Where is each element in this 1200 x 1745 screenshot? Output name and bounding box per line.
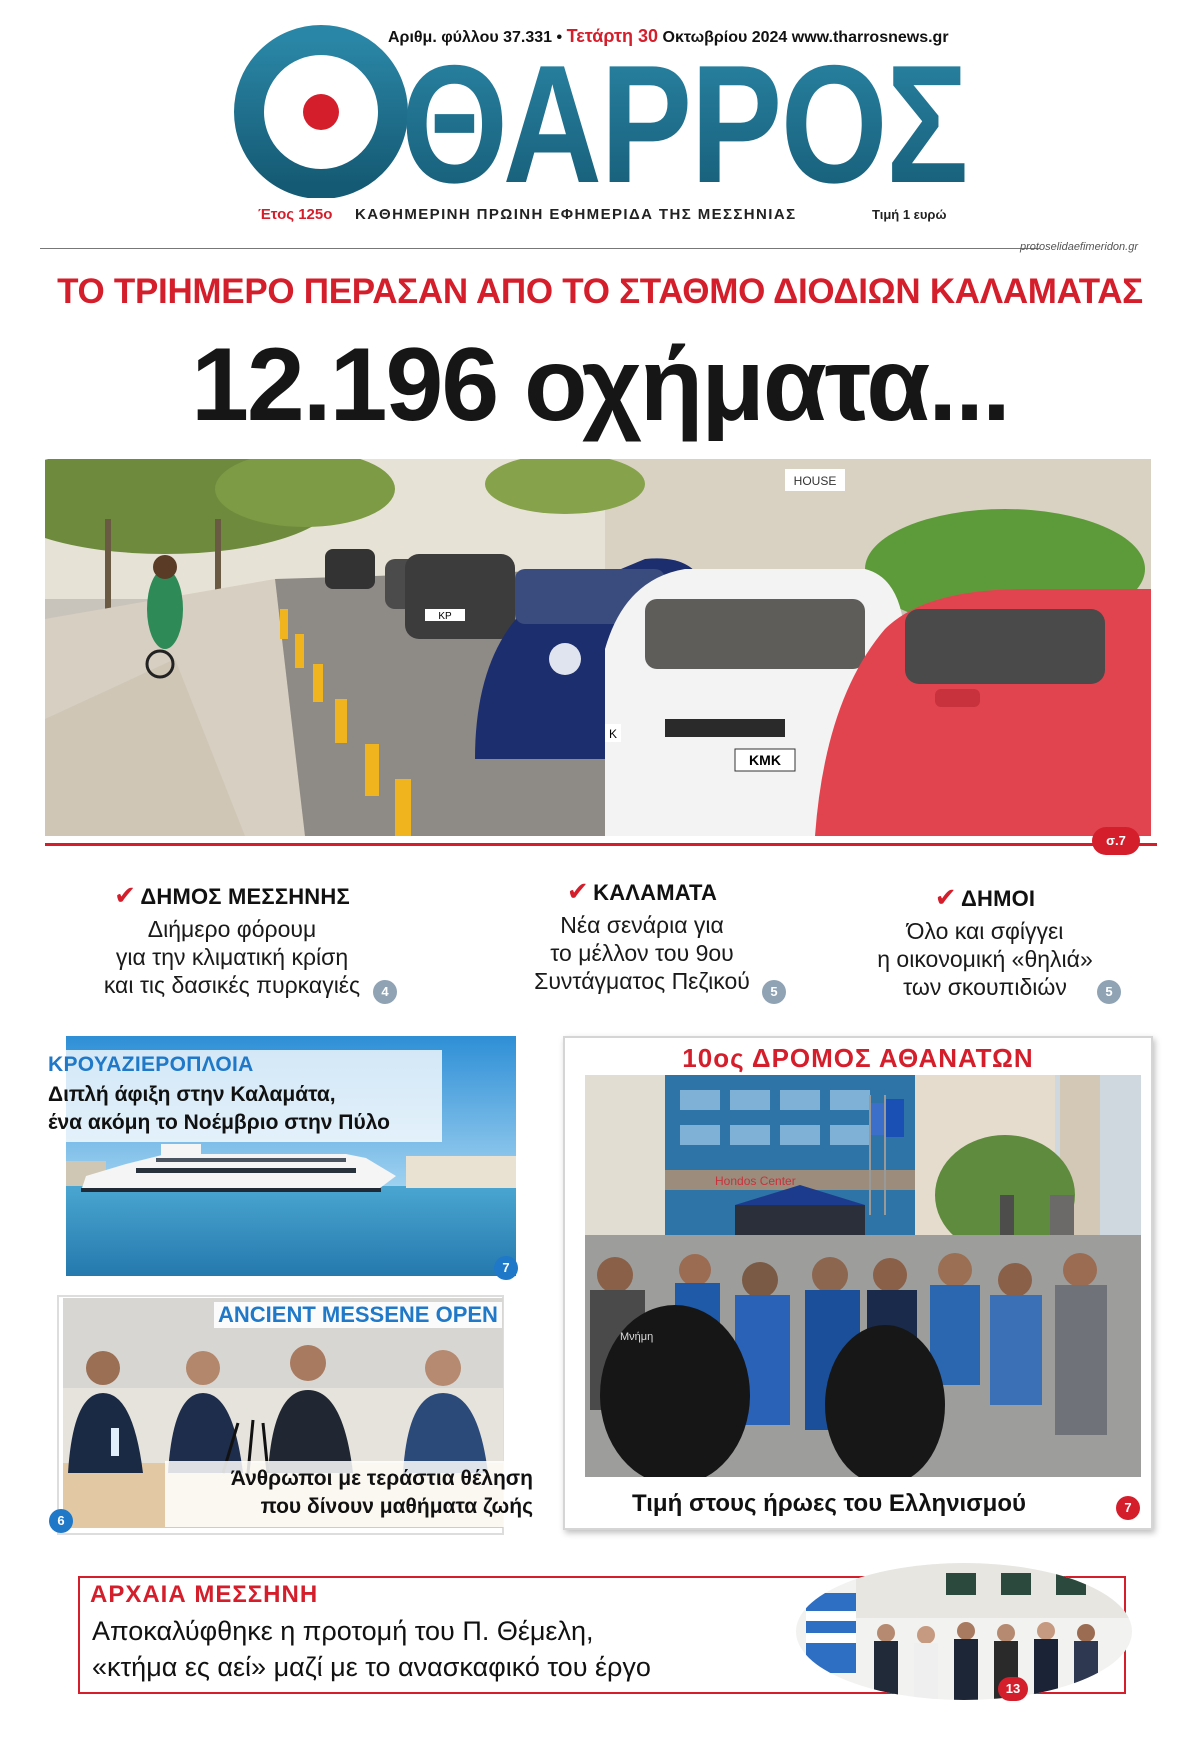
issue-date-rest: Οκτωβρίου 2024 — [662, 29, 788, 46]
athanaton-kicker: 10ος ΔΡΟΜΟΣ ΑΘΑΝΑΤΩΝ — [682, 1043, 1034, 1073]
messene-open-line: που δίνουν μαθήματα ζωής — [260, 1495, 533, 1518]
check-icon: ✔ — [566, 876, 589, 906]
brief-line: το μέλλον του 9ου — [550, 940, 734, 966]
cruise-kicker: ΚΡΟΥΑΖΙΕΡΟΠΛΟΙΑ — [48, 1053, 254, 1076]
check-icon: ✔ — [114, 880, 136, 910]
price-label: Τιμή 1 ευρώ — [872, 207, 947, 222]
issue-number: Αριθμ. φύλλου 37.331 • — [388, 29, 563, 46]
messene-open-page-ref[interactable]: 6 — [49, 1509, 73, 1533]
brief-line: για την κλιματική κρίση — [115, 944, 349, 970]
lead-headline[interactable]: 12.196 οχήματα... — [191, 327, 1009, 443]
svg-text:KMK: KMK — [749, 752, 781, 768]
cruise-page-ref[interactable]: 7 — [494, 1256, 518, 1280]
logo-wordmark: ΘΑΡΡΟΣ — [401, 30, 967, 198]
lead-kicker-strong: ΣΤΑΘΜΟ ΔΙΟΔΙΩΝ ΚΑΛΑΜΑΤΑΣ — [619, 272, 1143, 311]
brief-dimoi[interactable] — [830, 882, 1140, 1001]
lead-photo-traffic[interactable] — [45, 459, 1151, 836]
athanaton-page-ref[interactable]: 7 — [1116, 1496, 1140, 1520]
check-icon: ✔ — [934, 882, 957, 912]
cruise-line: ένα ακόμη το Νοέμβριο στην Πύλο — [48, 1111, 390, 1134]
building-sign: Hondos Center — [715, 1174, 796, 1188]
athanaton-caption[interactable]: Τιμή στους ήρωες του Ελληνισμού — [632, 1490, 1026, 1517]
tagline: ΚΑΘΗΜΕΡΙΝΗ ΠΡΩΙΝΗ ΕΦΗΜΕΡΙΔΑ ΤΗΣ ΜΕΣΣΗΝΙΑΣ — [355, 206, 797, 223]
svg-text:ΚΡ: ΚΡ — [438, 611, 452, 622]
masthead-divider — [40, 248, 1040, 249]
brief-line: και τις δασικές πυρκαγιές — [103, 972, 361, 998]
messene-open-caption[interactable] — [165, 1461, 533, 1527]
brief-line: Συντάγματος Πεζικού — [534, 968, 750, 994]
ancient-messene-headline[interactable] — [92, 1613, 651, 1685]
messene-open-line: Άνθρωποι με τεράστια θέληση — [230, 1467, 533, 1490]
cruise-line: Διπλή άφιξη στην Καλαμάτα, — [48, 1083, 336, 1106]
brief-title: ΔΗΜΟΙ — [960, 886, 1036, 911]
athanaton-crowd-photo[interactable] — [585, 1075, 1141, 1477]
messene-open-kicker: ANCIENT MESSENE OPEN — [214, 1302, 502, 1328]
cruise-headline[interactable] — [48, 1081, 390, 1137]
brief-line: η οικονομική «θηλιά» — [877, 946, 1093, 972]
website-link[interactable]: www.tharrosnews.gr — [791, 29, 949, 46]
shirt-text: Μνήμη — [620, 1331, 654, 1343]
lead-kicker-plain: ΤΟ ΤΡΙΗΜΕΡΟ ΠΕΡΑΣΑΝ ΑΠΟ ΤΟ — [57, 272, 610, 311]
brief-line: Διήμερο φόρουμ — [147, 916, 317, 942]
logo-theta-icon — [249, 40, 393, 184]
brief-line: Όλο και σφίγγει — [906, 918, 1064, 944]
lead-page-ref[interactable]: σ.7 — [1092, 827, 1140, 855]
brief-page-ref[interactable]: 4 — [373, 980, 397, 1004]
newspaper-logo — [233, 22, 973, 198]
year-label: Έτος 125ο — [258, 206, 333, 223]
brief-line: Νέα σενάρια για — [560, 912, 724, 938]
ancient-messene-kicker: ΑΡΧΑΙΑ ΜΕΣΣΗΝΗ — [90, 1581, 319, 1608]
brief-title: ΔΗΜΟΣ ΜΕΣΣΗΝΗΣ — [140, 884, 350, 909]
lead-rule — [45, 843, 1157, 846]
watermark: protoselidaefimeridon.gr — [1020, 241, 1139, 253]
svg-text:K: K — [608, 727, 618, 741]
ancient-messene-line: Αποκαλύφθηκε η προτομή του Π. Θέμελη, — [92, 1616, 594, 1646]
svg-text:HOUSE: HOUSE — [793, 474, 837, 488]
issue-date: Τετάρτη 30 — [566, 26, 659, 46]
bust-unveiling-photo[interactable] — [796, 1563, 1132, 1700]
tagline-row — [0, 206, 1200, 228]
brief-dimos-messinis[interactable] — [62, 880, 402, 999]
brief-page-ref[interactable]: 5 — [762, 980, 786, 1004]
lead-kicker — [0, 272, 1200, 312]
brief-kalamata[interactable] — [472, 876, 812, 995]
brief-page-ref[interactable]: 5 — [1097, 980, 1121, 1004]
ancient-messene-page-ref[interactable]: 13 — [998, 1677, 1028, 1701]
brief-title: ΚΑΛΑΜΑΤΑ — [593, 880, 718, 905]
brief-line: των σκουπιδιών — [903, 974, 1067, 1000]
ancient-messene-line: «κτήμα ες αεί» μαζί με το ανασκαφικό του έργο — [92, 1652, 651, 1682]
